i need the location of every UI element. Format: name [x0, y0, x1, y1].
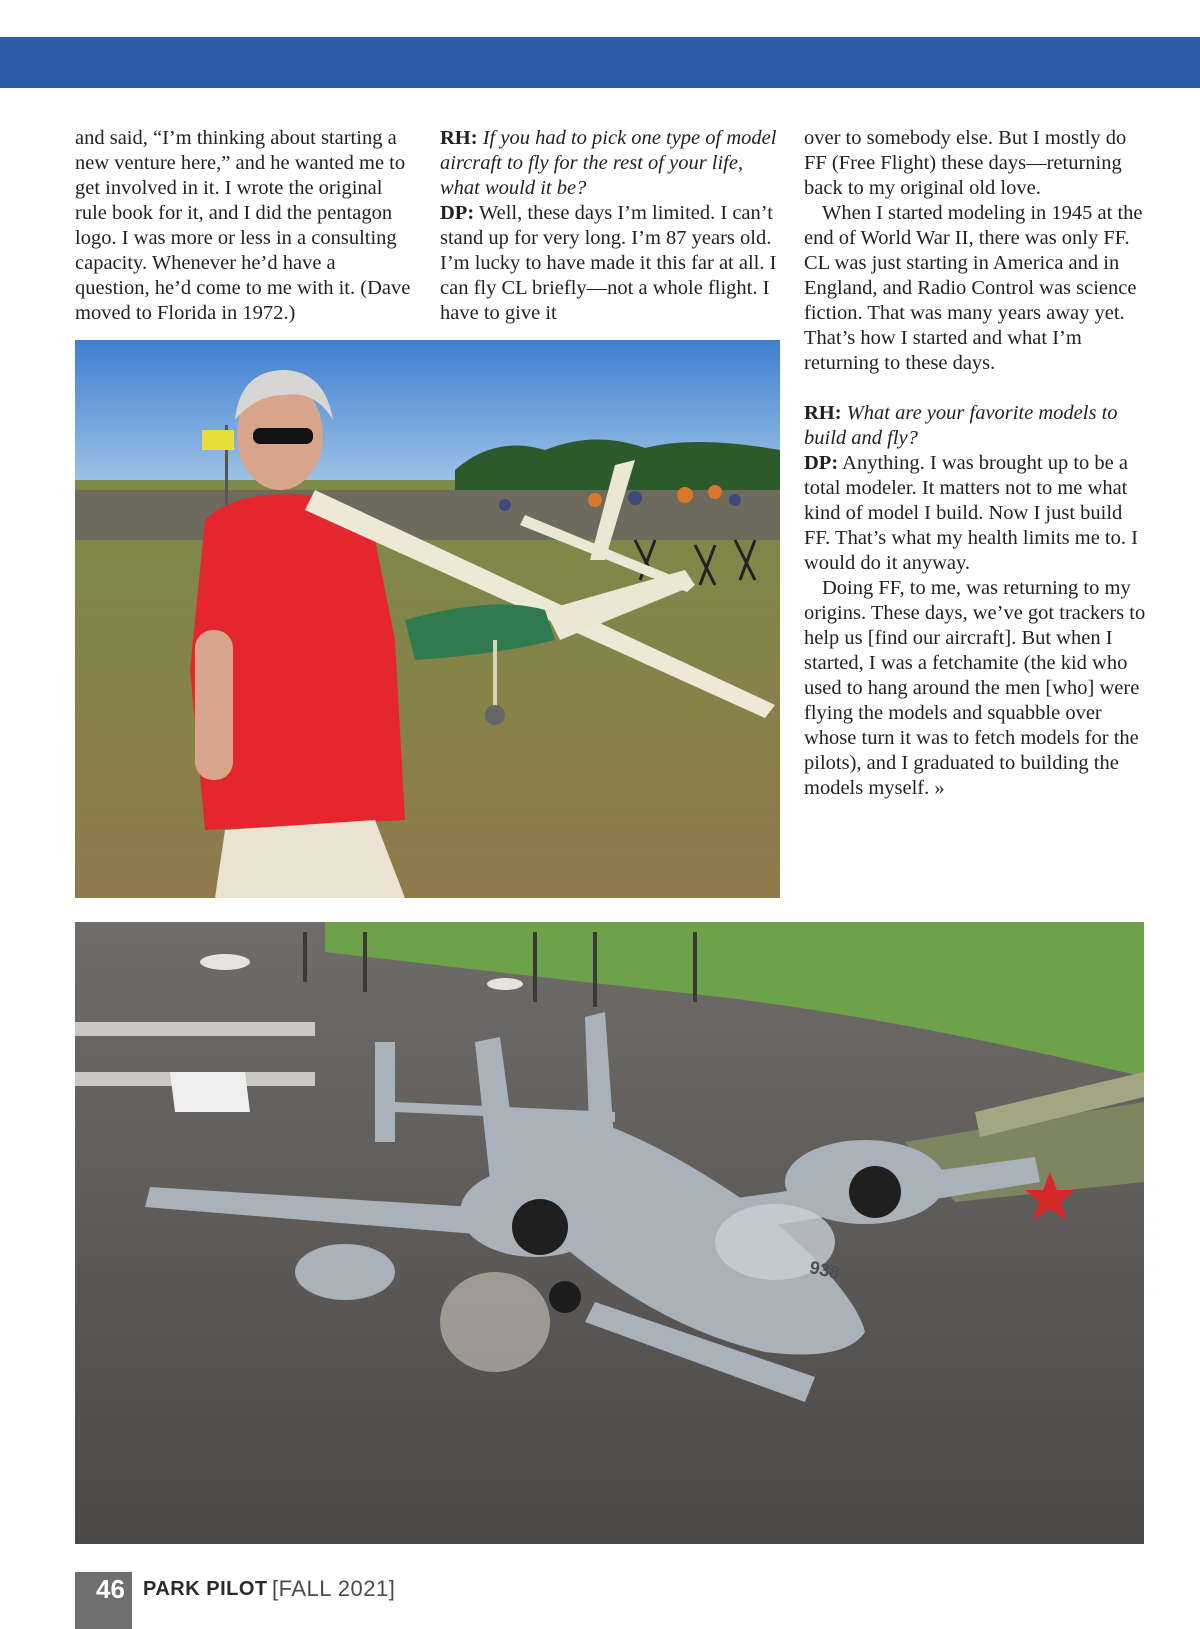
- article-column-2: [440, 126, 780, 326]
- paragraph: and said, “I’m thinking about starting a new venture here,” and he wanted me to get involved in it. I wrote the original rule book for it, and I did the pentagon logo. I was more or less in a consulting capacity. Whenever he’d have a question, he’d come to me with it. (Dave moved to Florida in 1972.): [75, 127, 411, 324]
- question-text: What are your favorite models to build and fly?: [804, 402, 1118, 449]
- tail-number: 938: [807, 1257, 842, 1283]
- article-column-3: [804, 126, 1149, 801]
- speaker-label: RH:: [440, 127, 478, 149]
- issue-label: [FALL 2021]: [272, 1576, 396, 1601]
- question-text: If you had to pick one type of model aircraft to fly for the rest of your life, what would it be?: [440, 127, 777, 199]
- magazine-name: PARK PILOT: [143, 1578, 268, 1600]
- paragraph: Doing FF, to me, was returning to my origins. These days, we’ve got trackers to help us [find our aircraft]. But when I started, I was a fetchamite (the kid who used to hang around the men [who] were flying the models and squabble over whose turn it was to fetch models for the pilots), and I graduated to building the models myself. »: [804, 577, 1146, 799]
- answer-text: Well, these days I’m limited. I can’t stand up for very long. I’m 87 years old. I’m lucky to have made it this far at all. I can fly CL briefly—not a whole flight. I have to give it: [440, 202, 777, 324]
- speaker-label: DP:: [440, 202, 475, 224]
- question: [440, 126, 780, 201]
- answer: [440, 201, 780, 326]
- paragraph: When I started modeling in 1945 at the end of World War II, there was only FF. CL was just starting in America and in England, and Radio Control was science fiction. That was many years away yet. That’s how I started and what I’m returning to these days.: [804, 202, 1143, 374]
- answer-text: Anything. I was brought up to be a total modeler. It matters not to me what kind of model I build. Now I just build FF. That’s what my health limits me to. I would do it anyway.: [804, 452, 1138, 574]
- photo-ov1-model: [75, 922, 1144, 1544]
- question: [804, 401, 1149, 451]
- paragraph: over to somebody else. But I mostly do FF (Free Flight) these days—returning back to my original old love.: [804, 127, 1127, 199]
- page-number: 46: [96, 1574, 125, 1604]
- answer: [804, 451, 1149, 576]
- photo-man-with-model: [75, 340, 780, 898]
- speaker-label: DP:: [804, 452, 839, 474]
- speaker-label: RH:: [804, 402, 842, 424]
- header-band: [0, 37, 1200, 88]
- article-column-1: [75, 126, 415, 326]
